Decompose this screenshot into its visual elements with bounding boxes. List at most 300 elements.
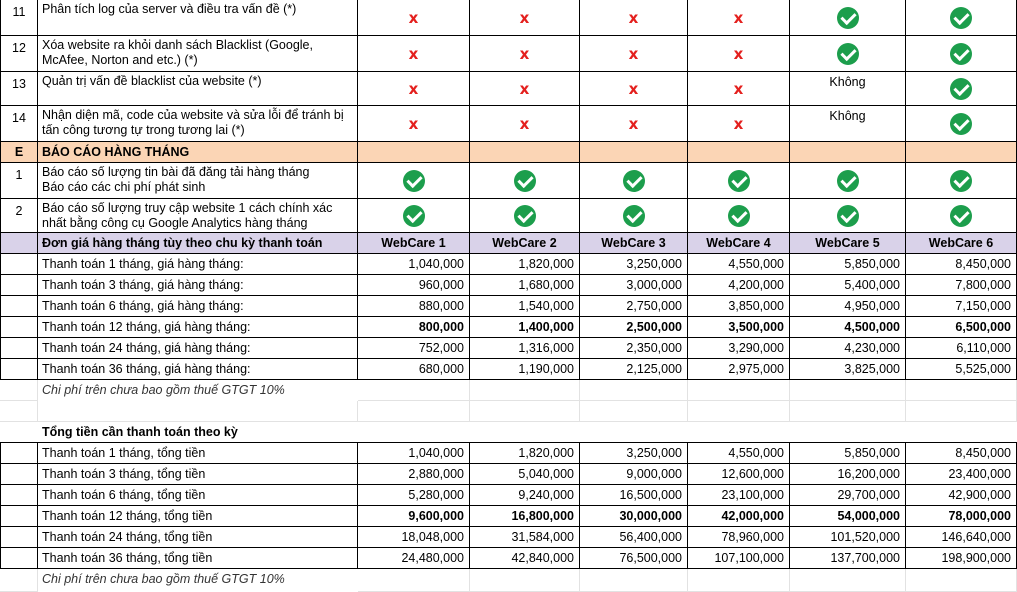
price-label-cell[interactable] [38,464,358,485]
price-value: 1,820,000 [518,446,574,460]
price-value-cell[interactable] [790,443,906,464]
price-value-cell[interactable] [906,485,1017,506]
price-value-cell[interactable] [358,338,470,359]
price-label-cell[interactable] [38,443,358,464]
empty-cell[interactable] [358,401,470,422]
price-value-cell[interactable] [358,506,470,527]
plan-feature-cell[interactable] [688,36,790,72]
empty-cell[interactable] [358,422,470,443]
price-value: 9,000,000 [626,467,682,481]
plan-feature-cell[interactable] [470,163,580,199]
price-value: 146,640,000 [941,530,1011,544]
row-empty-cell[interactable] [0,296,38,317]
price-value: 56,400,000 [619,530,682,544]
row-empty-cell[interactable] [0,254,38,275]
price-value: 752,000 [418,341,464,355]
price-value: 29,700,000 [837,488,900,502]
price-value-cell[interactable] [580,254,688,275]
plan-feature-cell[interactable] [358,199,470,233]
empty-cell[interactable] [0,380,38,401]
section-empty-cell[interactable] [790,142,906,163]
price-label-cell[interactable] [38,359,358,380]
plan-feature-cell[interactable] [470,106,580,142]
plan-name: WebCare 4 [706,236,771,250]
row-empty-cell[interactable] [0,485,38,506]
price-row [0,359,1017,380]
price-value-cell[interactable] [470,317,580,338]
total-title-row [0,422,1017,443]
empty-cell[interactable] [470,401,580,422]
row-empty-cell[interactable] [0,275,38,296]
check-circle-icon [403,170,425,192]
plan-header-cell[interactable] [580,233,688,254]
price-value: 16,800,000 [511,509,574,523]
plan-header-cell[interactable] [470,233,580,254]
price-value: 800,000 [418,320,464,334]
plan-feature-cell[interactable] [580,163,688,199]
price-value-cell[interactable] [906,317,1017,338]
price-label-cell[interactable] [38,275,358,296]
check-circle-icon [950,7,972,29]
price-value: 4,950,000 [844,299,900,313]
plan-name: WebCare 5 [815,236,880,250]
price-value-cell[interactable] [906,506,1017,527]
price-value: 5,525,000 [955,362,1011,376]
price-value-cell[interactable] [906,548,1017,569]
plan-name: WebCare 6 [928,236,994,250]
row-empty-cell[interactable] [0,443,38,464]
price-value-cell[interactable] [906,359,1017,380]
price-value-cell[interactable] [580,506,688,527]
price-value-cell[interactable] [688,254,790,275]
price-value-cell[interactable] [688,464,790,485]
price-value-cell[interactable] [790,338,906,359]
plan-feature-cell[interactable] [906,199,1017,233]
plan-feature-cell[interactable] [358,36,470,72]
feature-row [0,0,1017,36]
row-empty-cell[interactable] [0,548,38,569]
price-value-cell[interactable] [358,317,470,338]
price-row [0,317,1017,338]
row-empty-cell[interactable] [0,317,38,338]
section-empty-cell[interactable] [580,142,688,163]
cross-icon: x [628,79,639,98]
check-circle-icon [728,205,750,227]
price-value: 2,350,000 [626,341,682,355]
price-value-cell[interactable] [470,296,580,317]
price-label-cell[interactable] [38,338,358,359]
row-number-cell[interactable] [0,106,38,142]
empty-cell[interactable] [580,380,688,401]
section-empty-cell[interactable] [470,142,580,163]
check-circle-icon [837,7,859,29]
price-value: 960,000 [418,278,464,292]
plan-feature-cell[interactable] [358,0,470,36]
price-value: 3,850,000 [728,299,784,313]
price-value-cell[interactable] [470,485,580,506]
price-value: 2,880,000 [408,467,464,481]
check-circle-icon [514,170,536,192]
price-label-cell[interactable] [38,527,358,548]
feature-description: Phân tích log của server và điều tra vấn đề (*) [42,2,297,16]
section-empty-cell[interactable] [688,142,790,163]
check-circle-icon [728,170,750,192]
price-value-cell[interactable] [580,359,688,380]
price-value-cell[interactable] [688,506,790,527]
price-label-cell[interactable] [38,506,358,527]
price-value: 107,100,000 [714,551,784,565]
price-value: 7,800,000 [955,278,1011,292]
row-number-cell[interactable] [0,0,38,36]
plan-feature-cell[interactable] [580,72,688,106]
report-line: Báo cáo số lượng tin bài đã đăng tải hàng tháng [42,165,310,179]
pricing-header [0,233,1017,254]
price-value: 137,700,000 [830,551,900,565]
price-value-cell[interactable] [358,485,470,506]
plan-feature-cell[interactable] [470,72,580,106]
pricing-title-cell[interactable] [38,233,358,254]
price-value: 5,400,000 [844,278,900,292]
empty-cell[interactable] [906,569,1017,592]
price-value-cell[interactable] [580,527,688,548]
plan-feature-cell[interactable] [688,0,790,36]
price-value-cell[interactable] [358,527,470,548]
row-number-cell[interactable] [0,163,38,199]
price-value-cell[interactable] [580,338,688,359]
empty-cell[interactable] [358,380,470,401]
section-number: E [14,145,24,159]
cross-icon: x [408,44,419,63]
price-value: 5,850,000 [844,257,900,271]
price-value-cell[interactable] [580,275,688,296]
total-title: Tổng tiền cần thanh toán theo kỳ [42,425,238,439]
row-number: 14 [12,111,26,125]
row-empty-cell[interactable] [0,359,38,380]
feature-description-cell[interactable] [38,106,358,142]
price-value-cell[interactable] [688,485,790,506]
price-value-cell[interactable] [688,443,790,464]
section-empty-cell[interactable] [906,142,1017,163]
price-row [0,527,1017,548]
plan-feature-cell[interactable] [790,106,906,142]
price-value-cell[interactable] [470,548,580,569]
plan-feature-cell[interactable] [580,36,688,72]
plan-feature-cell[interactable] [790,72,906,106]
price-value: 1,820,000 [518,257,574,271]
price-value: 3,500,000 [728,320,784,334]
empty-cell[interactable] [688,380,790,401]
price-value-cell[interactable] [470,527,580,548]
feature-row [0,106,1017,142]
feature-description-cell[interactable] [38,36,358,72]
price-row [0,485,1017,506]
price-value: 6,110,000 [956,341,1011,355]
price-value-cell[interactable] [580,296,688,317]
plan-feature-cell[interactable] [906,106,1017,142]
price-value: 18,048,000 [401,530,464,544]
price-value: 8,450,000 [955,446,1011,460]
plan-feature-cell[interactable] [580,0,688,36]
price-value: 2,125,000 [626,362,682,376]
empty-cell[interactable] [906,380,1017,401]
price-value-cell[interactable] [688,296,790,317]
row-number: 12 [12,41,26,55]
feature-description: Quản trị vấn đề blacklist của website (*) [42,74,262,88]
feature-row [0,36,1017,72]
row-number: 13 [12,77,26,91]
price-value: 78,000,000 [948,509,1011,523]
price-value-cell[interactable] [470,338,580,359]
price-value-cell[interactable] [470,506,580,527]
price-label-cell[interactable] [38,548,358,569]
price-value-cell[interactable] [580,485,688,506]
price-value-cell[interactable] [906,464,1017,485]
empty-cell[interactable] [906,422,1017,443]
price-value-cell[interactable] [580,548,688,569]
price-value-cell[interactable] [688,338,790,359]
plan-feature-cell[interactable] [790,36,906,72]
price-value-cell[interactable] [470,254,580,275]
row-number-cell[interactable] [0,72,38,106]
plan-feature-cell[interactable] [688,72,790,106]
price-value: 42,840,000 [511,551,574,565]
vat-note-cell[interactable] [38,569,358,592]
plan-feature-cell[interactable] [470,199,580,233]
feature-availability-text: Không [829,109,866,123]
empty-cell[interactable] [688,422,790,443]
price-value-cell[interactable] [790,527,906,548]
vat-note-cell[interactable] [38,380,358,401]
row-empty-cell[interactable] [0,527,38,548]
price-row [0,338,1017,359]
vat-note: Chi phí trên chưa bao gồm thuế GTGT 10% [42,383,285,397]
price-label: Thanh toán 1 tháng, giá hàng tháng: [42,257,244,271]
plan-feature-cell[interactable] [688,163,790,199]
empty-cell[interactable] [790,422,906,443]
row-empty-cell[interactable] [0,506,38,527]
check-circle-icon [837,170,859,192]
empty-cell[interactable] [358,569,470,592]
price-value-cell[interactable] [580,443,688,464]
price-value-cell[interactable] [906,296,1017,317]
empty-cell[interactable] [580,569,688,592]
price-value-cell[interactable] [790,317,906,338]
empty-cell[interactable] [580,401,688,422]
feature-description-cell[interactable] [38,0,358,36]
cross-icon: x [408,79,419,98]
price-value: 5,040,000 [518,467,574,481]
plan-header-cell[interactable] [906,233,1017,254]
price-label: Thanh toán 36 tháng, giá hàng tháng: [42,362,251,376]
price-value: 12,600,000 [721,467,784,481]
feature-description: Xóa website ra khỏi danh sách Blacklist (Google, McAfee, Norton and etc.) (*) [42,38,313,67]
plan-feature-cell[interactable] [906,36,1017,72]
cross-icon: x [628,8,639,27]
section-empty-cell[interactable] [358,142,470,163]
plan-header-cell[interactable] [790,233,906,254]
empty-cell[interactable] [0,401,38,422]
empty-cell[interactable] [470,422,580,443]
empty-cell[interactable] [906,401,1017,422]
price-label: Thanh toán 12 tháng, giá hàng tháng: [42,320,251,334]
empty-cell[interactable] [0,422,38,443]
report-description-cell[interactable] [38,163,358,199]
plan-feature-cell[interactable] [470,36,580,72]
header-empty-cell[interactable] [0,233,38,254]
price-value: 16,200,000 [837,467,900,481]
price-value-cell[interactable] [580,464,688,485]
feature-description-cell[interactable] [38,72,358,106]
price-value: 1,680,000 [518,278,574,292]
price-label-cell[interactable] [38,254,358,275]
price-value: 880,000 [418,299,464,313]
price-value-cell[interactable] [358,443,470,464]
check-circle-icon [623,205,645,227]
price-value-cell[interactable] [906,254,1017,275]
price-value-cell[interactable] [688,359,790,380]
price-value: 101,520,000 [830,530,900,544]
cross-icon: x [519,8,530,27]
price-value-cell[interactable] [470,275,580,296]
price-value-cell[interactable] [470,443,580,464]
price-value: 23,100,000 [721,488,784,502]
plan-name: WebCare 2 [492,236,557,250]
plan-feature-cell[interactable] [580,199,688,233]
plan-feature-cell[interactable] [688,199,790,233]
price-value: 6,500,000 [955,320,1011,334]
price-value-cell[interactable] [906,275,1017,296]
plan-feature-cell[interactable] [358,72,470,106]
empty-cell[interactable] [790,569,906,592]
price-value: 3,825,000 [844,362,900,376]
price-value-cell[interactable] [358,359,470,380]
price-value: 76,500,000 [619,551,682,565]
price-value: 78,960,000 [721,530,784,544]
price-value: 42,000,000 [721,509,784,523]
price-label: Thanh toán 24 tháng, tổng tiền [42,530,213,544]
plan-feature-cell[interactable] [358,106,470,142]
feature-availability-text: Không [829,75,866,89]
plan-feature-cell[interactable] [470,0,580,36]
total-title-cell[interactable] [38,422,358,443]
plan-header-cell[interactable] [358,233,470,254]
price-label: Thanh toán 6 tháng, giá hàng tháng: [42,299,244,313]
price-value-cell[interactable] [906,527,1017,548]
price-value: 2,975,000 [728,362,784,376]
plan-name: WebCare 3 [601,236,666,250]
price-value-cell[interactable] [688,275,790,296]
plan-feature-cell[interactable] [906,0,1017,36]
plan-feature-cell[interactable] [790,163,906,199]
check-circle-icon [837,205,859,227]
empty-cell[interactable] [38,401,358,422]
plan-feature-cell[interactable] [906,163,1017,199]
price-label-cell[interactable] [38,296,358,317]
price-value-cell[interactable] [790,548,906,569]
section-title-cell[interactable] [38,142,358,163]
price-label: Thanh toán 12 tháng, tổng tiền [42,509,213,523]
price-row [0,275,1017,296]
price-value-cell[interactable] [358,254,470,275]
empty-cell[interactable] [470,569,580,592]
price-value-cell[interactable] [470,359,580,380]
section-number-cell[interactable] [0,142,38,163]
price-value-cell[interactable] [470,464,580,485]
empty-cell[interactable] [0,569,38,592]
price-label: Thanh toán 3 tháng, tổng tiền [42,467,206,481]
row-number-cell[interactable] [0,199,38,233]
price-value-cell[interactable] [906,443,1017,464]
price-value-cell[interactable] [790,485,906,506]
cross-icon: x [733,8,744,27]
price-value-cell[interactable] [358,464,470,485]
empty-cell[interactable] [580,422,688,443]
price-value-cell[interactable] [790,464,906,485]
price-row [0,464,1017,485]
row-empty-cell[interactable] [0,464,38,485]
row-number-cell[interactable] [0,36,38,72]
price-value-cell[interactable] [790,254,906,275]
price-value-cell[interactable] [688,548,790,569]
row-empty-cell[interactable] [0,338,38,359]
plan-header-cell[interactable] [688,233,790,254]
plan-feature-cell[interactable] [688,106,790,142]
price-label: Thanh toán 6 tháng, tổng tiền [42,488,206,502]
price-row [0,506,1017,527]
cross-icon: x [519,44,530,63]
report-description-cell[interactable] [38,199,358,233]
plan-feature-cell[interactable] [790,199,906,233]
price-value-cell[interactable] [906,338,1017,359]
price-value-cell[interactable] [358,296,470,317]
price-value-cell[interactable] [790,296,906,317]
price-value-cell[interactable] [790,275,906,296]
price-value-cell[interactable] [358,275,470,296]
plan-feature-cell[interactable] [580,106,688,142]
empty-cell[interactable] [688,569,790,592]
price-value: 4,550,000 [728,446,784,460]
cross-icon: x [733,44,744,63]
plan-feature-cell[interactable] [358,163,470,199]
empty-cell[interactable] [790,380,906,401]
price-value: 54,000,000 [837,509,900,523]
check-circle-icon [403,205,425,227]
check-circle-icon [950,113,972,135]
empty-cell[interactable] [688,401,790,422]
price-label-cell[interactable] [38,317,358,338]
price-label-cell[interactable] [38,485,358,506]
price-value-cell[interactable] [688,527,790,548]
price-value: 31,584,000 [511,530,574,544]
price-row [0,296,1017,317]
plan-feature-cell[interactable] [906,72,1017,106]
price-value-cell[interactable] [790,359,906,380]
price-value: 4,200,000 [728,278,784,292]
price-row [0,254,1017,275]
empty-cell[interactable] [790,401,906,422]
price-value-cell[interactable] [790,506,906,527]
empty-cell[interactable] [470,380,580,401]
price-value: 5,850,000 [844,446,900,460]
report-line: Báo cáo số lượng truy cập website 1 cách chính xác [42,201,333,215]
price-value-cell[interactable] [580,317,688,338]
check-circle-icon [950,43,972,65]
row-number: 2 [15,204,23,218]
price-value-cell[interactable] [358,548,470,569]
plan-feature-cell[interactable] [790,0,906,36]
report-row [0,163,1017,199]
price-value-cell[interactable] [688,317,790,338]
